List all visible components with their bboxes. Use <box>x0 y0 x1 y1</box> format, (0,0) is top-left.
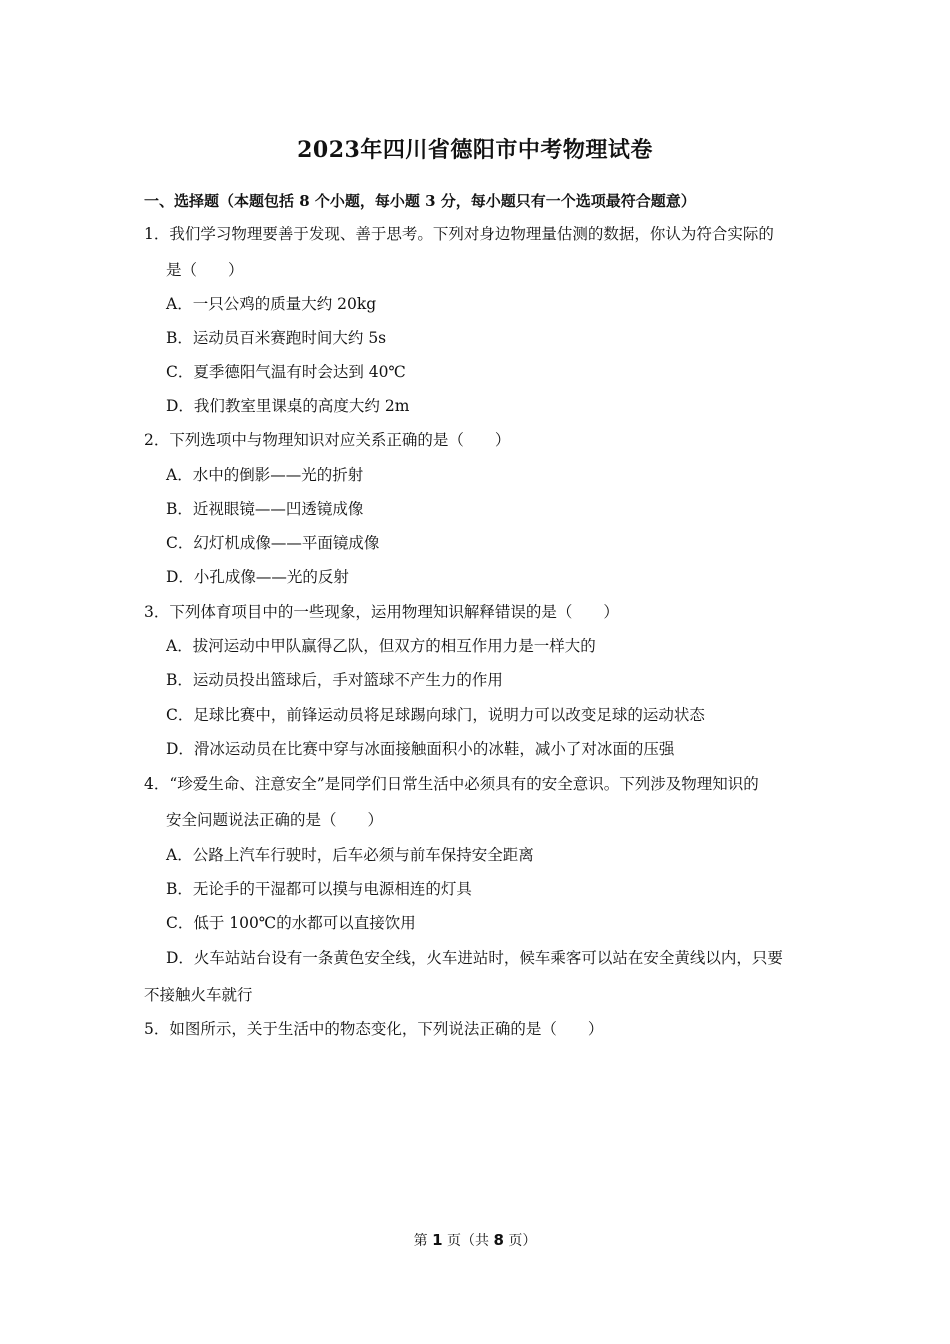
question-2-option-a: A．水中的倒影——光的折射 <box>166 466 364 484</box>
question-5-stem: 5．如图所示，关于生活中的物态变化，下列说法正确的是（ ） <box>144 1020 604 1038</box>
footer-total-pages: 8 <box>493 1231 504 1249</box>
question-3-option-d: D．滑冰运动员在比赛中穿与冰面接触面积小的冰鞋，减小了对冰面的压强 <box>166 740 675 758</box>
question-4-option-c: C．低于 100℃的水都可以直接饮用 <box>166 914 416 932</box>
question-1-stem-line-2: 是（ ） <box>166 261 244 279</box>
question-4-stem-line-1: 4．“珍爱生命、注意安全”是同学们日常生活中必须具有的安全意识。下列涉及物理知识的 <box>144 775 759 793</box>
question-1-stem-line-1: 1．我们学习物理要善于发现、善于思考。下列对身边物理量估测的数据，你认为符合实际的 <box>144 225 774 243</box>
section-heading: 一、选择题（本题包括 8 个小题，每小题 3 分，每小题只有一个选项最符合题意） <box>144 192 696 210</box>
question-1-option-b: B．运动员百米赛跑时间大约 5s <box>166 329 387 347</box>
question-2-option-c: C．幻灯机成像——平面镜成像 <box>166 534 380 552</box>
question-4-stem-line-2: 安全问题说法正确的是（ ） <box>166 811 384 829</box>
footer-suffix: 页） <box>503 1233 537 1249</box>
question-4-option-d: D．火车站站台设有一条黄色安全线，火车进站时，候车乘客可以站在安全黄线以内，只要 <box>166 949 783 967</box>
question-3-option-a: A．拔河运动中甲队赢得乙队，但双方的相互作用力是一样大的 <box>166 637 596 655</box>
question-2-stem: 2．下列选项中与物理知识对应关系正确的是（ ） <box>144 431 511 449</box>
question-2-option-d: D．小孔成像——光的反射 <box>166 568 349 586</box>
question-3-option-c: C．足球比赛中，前锋运动员将足球踢向球门，说明力可以改变足球的运动状态 <box>166 706 705 724</box>
question-1-option-c: C．夏季德阳气温有时会达到 40℃ <box>166 363 406 381</box>
question-1-option-a: A．一只公鸡的质量大约 20kg <box>166 295 377 313</box>
question-4-option-a: A．公路上汽车行驶时，后车必须与前车保持安全距离 <box>166 846 534 864</box>
footer-page-number: 1 <box>432 1231 443 1249</box>
question-4-option-d-continuation: 不接触火车就行 <box>144 986 253 1004</box>
question-3-option-b: B．运动员投出篮球后，手对篮球不产生力的作用 <box>166 671 503 689</box>
question-3-stem: 3．下列体育项目中的一些现象，运用物理知识解释错误的是（ ） <box>144 603 619 621</box>
page-footer <box>0 1230 950 1250</box>
question-1-option-d: D．我们教室里课桌的高度大约 2m <box>166 397 410 415</box>
question-2-option-b: B．近视眼镜——凹透镜成像 <box>166 500 364 518</box>
question-4-option-b: B．无论手的干湿都可以摸与电源相连的灯具 <box>166 880 472 898</box>
exam-title: 2023年四川省德阳市中考物理试卷 <box>297 137 653 163</box>
footer-middle: 页（共 <box>442 1233 494 1249</box>
footer-prefix: 第 <box>413 1233 433 1249</box>
